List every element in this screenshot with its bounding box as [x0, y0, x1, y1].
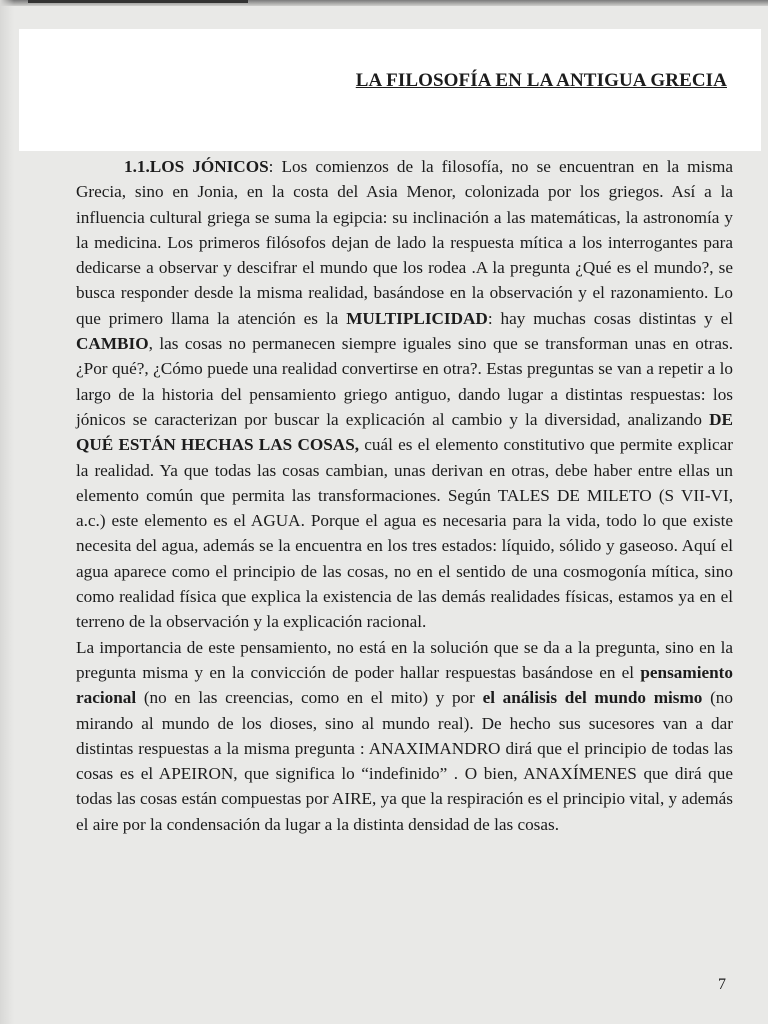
section-heading: 1.1.LOS JÓNICOS [124, 157, 269, 176]
paragraph-text: : hay muchas cosas distintas y el [487, 308, 733, 328]
paragraph-text: (no en las creencias, como en el mito) y por [136, 688, 483, 708]
paragraph-importancia [76, 635, 733, 837]
document-body [76, 154, 733, 837]
paragraph-text: , las cosas no permanecen siempre iguales sino que se transforman unas en otras. ¿Por qué?, ¿Cómo puede una realidad convertirse en otra?. Estas preguntas se van a repetir a lo largo de la historia del pensamiento griego antiguo, dando lugar a distintas respuestas: los jónicos se caracterizan por buscar la explicación al cambio y la diversidad, analizando [76, 334, 733, 429]
emphasis-analisis-mundo: el análisis del mundo mismo [482, 688, 703, 708]
paragraph-text: cuál es el elemento constitutivo que permite explicar la realidad. Ya que todas las cosas cambian, unas derivan en otras, debe haber entre ellas un elemento común que permita las transformaciones. Según TALES DE MILETO (S VII-VI, a.c.) este elemento es el AGUA. Porque el agua es necesaria para la vida, todo lo que existe necesita del agua, además se la encuentra en los tres estados: líquido, sólido y gaseoso. Aquí el agua aparece como el principio de las cosas, no en el sentido de una cosmogonía mítica, sino como realidad física que explica la existencia de las demás realidades físicas, estamos ya en el terreno de la observación y la explicación racional. [76, 435, 733, 632]
page-number: 7 [718, 976, 726, 993]
emphasis-de-que-estan-hechas: DE QUÉ ESTÁN HECHAS LAS COSAS, [76, 409, 733, 455]
emphasis-cambio: CAMBIO [76, 334, 149, 354]
document-title: LA FILOSOFÍA EN LA ANTIGUA GRECIA [355, 70, 727, 91]
emphasis-pensamiento-racional: pensamiento racional [76, 662, 733, 708]
emphasis-multiplicidad: MULTIPLICIDAD [346, 308, 488, 328]
paragraph-text: (no mirando al mundo de los dioses, sino al mundo real). De hecho sus sucesores van a dar distintas respuestas a la misma pregunta : ANAXIMANDRO dirá que el principio de todas las cosas es el APEIRON, que significa lo “indefinido” . O bien, ANAXÍMENES que dirá que todas las cosas están compuestas por AIRE, ya que la respiración es el principio vital, y además el aire por la condensación da lugar a la distinta densidad de las cosas. [76, 688, 733, 834]
title-area [19, 29, 761, 151]
scan-top-line [28, 0, 248, 3]
paragraph-text: : Los comienzos de la filosofía, no se encuentran en la misma Grecia, sino en Jonia, en la costa del Asia Menor, colonizada por los griegos. Así a la influencia cultural griega se suma la egipcia: su inclinación a las matemáticas, la astronomía y la medicina. Los primeros filósofos dejan de lado la respuesta mítica a los interrogantes para dedicarse a observar y descifrar el mundo que los rodea .A la pregunta ¿Qué es el mundo?, se busca responder desde la misma realidad, basándose en la observación y el razonamiento. Lo que primero llama la atención es la [76, 157, 734, 328]
paragraph-jonicos [76, 154, 733, 635]
paragraph-text: La importancia de este pensamiento, no está en la solución que se da a la pregunta, sino en la pregunta misma y en la convicción de poder hallar respuestas basándose en el [76, 637, 733, 682]
scan-left-shadow [0, 0, 14, 1024]
